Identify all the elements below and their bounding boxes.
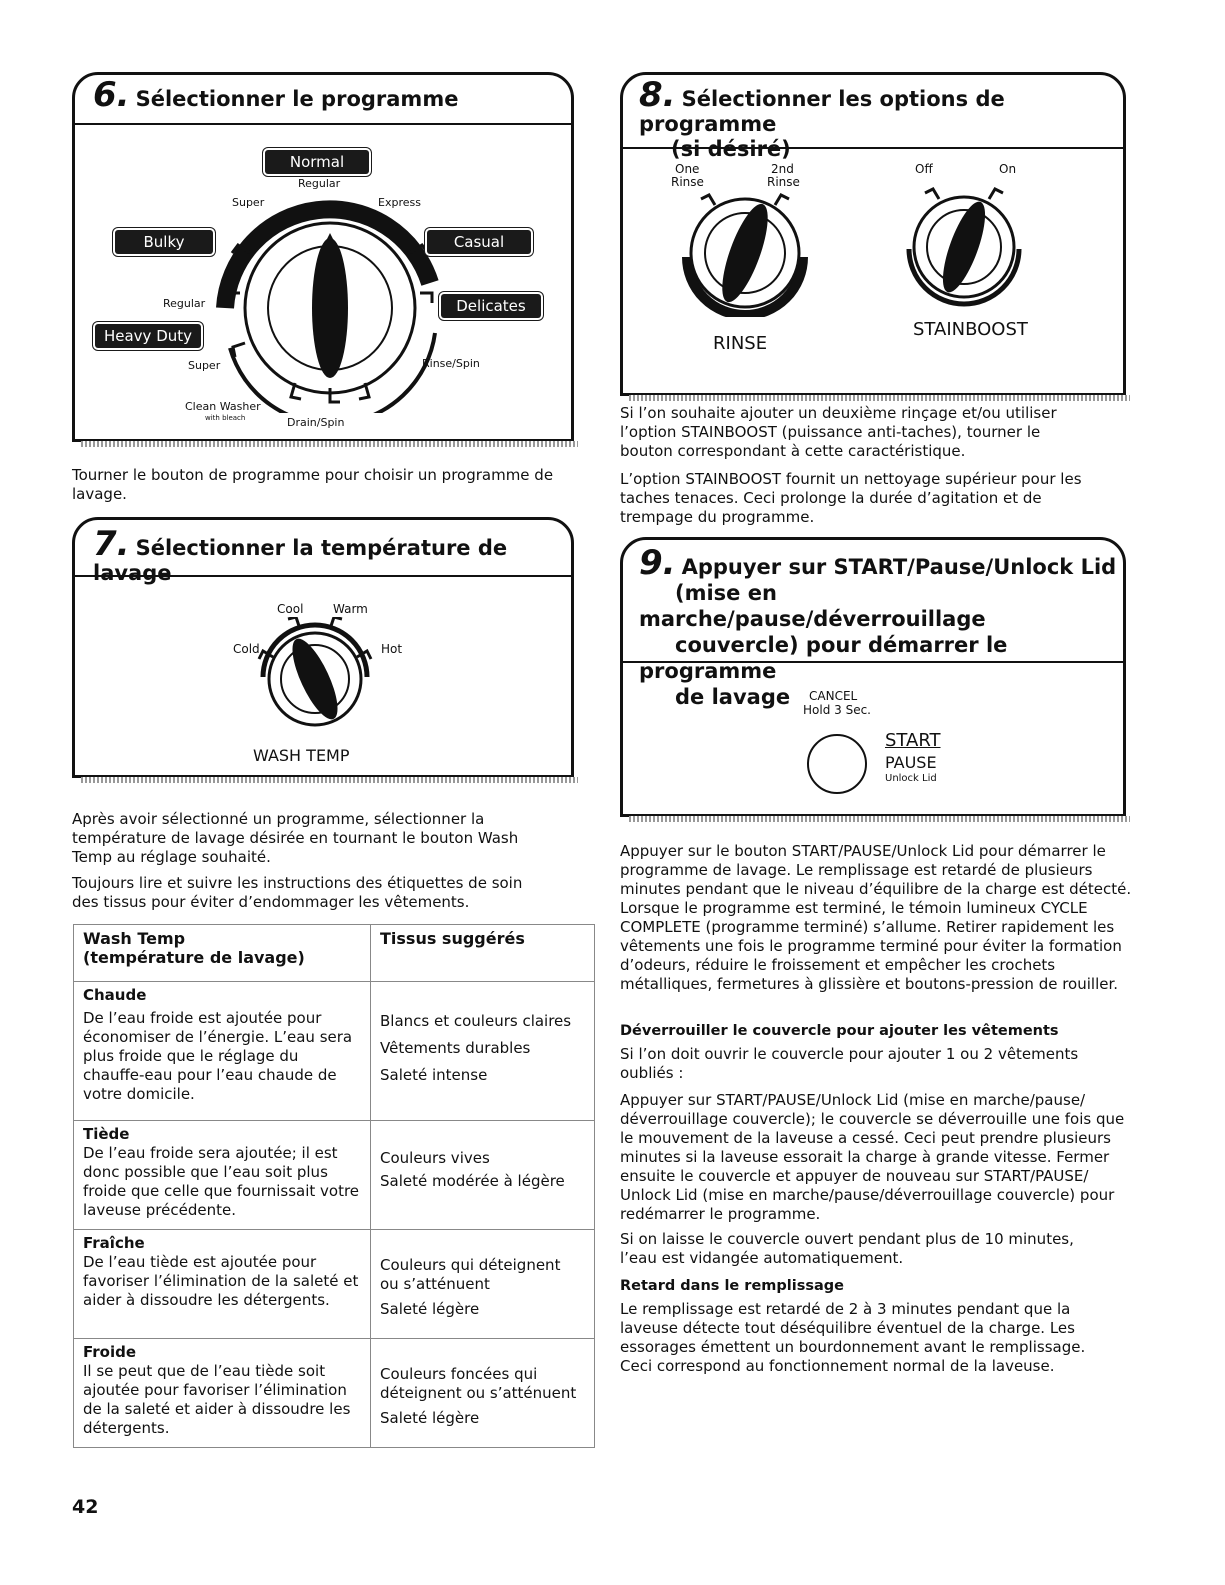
rinse-label-second-sub: Rinse [767,175,800,189]
dial-label-express: Express [378,196,421,209]
fill-delay-subheading: Retard dans le remplissage [620,1278,844,1294]
section-9-para-2: Si l’on doit ouvrir le couvercle pour ajouter 1 ou 2 vêtements oubliés : [620,1045,1079,1082]
cycle-dial-icon [205,183,455,413]
cycle-bulky-button[interactable]: Bulky [115,230,213,254]
section-9-para-3: Appuyer sur START/PAUSE/Unlock Lid (mise en marche/pause/ déverrouillage couvercle); le couvercle se déverrouille une fois que le mouvement de la laveuse a cessé. Ceci peut prendre plusieurs minutes si la laveuse essorait la charge à grande vitesse. Fermer ensuite le couvercle et appuyer de nouveau sur START/PAUSE/ Unlock Lid (mise en marche/pause/déverrouillage couvercle) pour redémarrer le programme. [620,1091,1125,1223]
section-8-box [620,72,1126,396]
table-header-left: Wash Temp (température de lavage) [74,925,371,982]
rinse-dial-name: RINSE [713,333,768,354]
section-7-title: 7. Sélectionner la température de lavage [93,524,508,585]
section-6-box [72,72,574,442]
rinse-label-one-sub: Rinse [671,175,704,189]
wash-temp-dial-name: WASH TEMP [253,746,350,765]
section-6-caption: Tourner le bouton de programme pour choisir un programme de lavage. [72,466,554,503]
table-header-right: Tissus suggérés [371,925,595,982]
pause-label: PAUSE [885,753,937,772]
section-9-title: 9. Appuyer sur START/Pause/Unlock Lid (mise en marche/pause/déverrouillage couvercle) pour démarrer le programme de lavage [639,543,1117,709]
start-label: START [885,730,941,751]
section-9-para-1: Appuyer sur le bouton START/PAUSE/Unlock Lid pour démarrer le programme de lavage. Le remplissage est retardé de plusieurs minutes pendant que le niveau d’équilibre de la charge est détecté. Lorsque le programme est terminé, le témoin lumineux CYCLE COMPLETE (programme terminé) s’allume. Retirer rapidement les vêtements une fois le programme terminé pour éviter la formation d’odeurs, réduire le froissement et empêcher les crochets métalliques, fermetures à glissière et boutons-pression de rouiller. [620,842,1132,993]
page-number: 42 [72,1496,99,1518]
rinse-label-one: One [675,162,700,176]
cycle-delicates-button[interactable]: Delicates [441,294,541,318]
dial-label-rinse-spin: Rinse/Spin [422,357,480,370]
section-6-title: 6. Sélectionner le programme [93,75,459,115]
stainboost-dial-name: STAINBOOST [913,319,1028,340]
table-header-row [74,925,595,982]
unlock-lid-subheading: Déverrouiller le couvercle pour ajouter les vêtements [620,1023,1059,1039]
section-8-title: 8. Sélectionner les options de programme (si désiré) [639,75,1005,161]
unlock-lid-label: Unlock Lid [885,773,937,784]
cycle-heavy-duty-button[interactable]: Heavy Duty [95,324,201,348]
section-9-para-5: Le remplissage est retardé de 2 à 3 minutes pendant que la laveuse détecte tout déséquilibre éventuel de la charge. Les essorages émettent un bourdonnement avant le remplissage. Ceci correspond au fonctionnement normal de la laveuse. [620,1300,1086,1375]
section-7-para-2: Toujours lire et suivre les instructions des étiquettes de soin des tissus pour éviter d’endommager les vêtements. [72,874,523,911]
table-row: Chaude De l’eau froide est ajoutée pour économiser de l’énergie. L’eau sera plus froide que le réglage du chauffe-eau pour l’eau chaude de votre domicile. Blancs et couleurs claires Vêtements durables Saleté intense [74,982,595,1121]
table-row: Tiède De l’eau froide sera ajoutée; il est donc possible que l’eau soit plus froide que celle que fournissait votre laveuse précédente. Couleurs vives Saleté modérée à légère [74,1121,595,1230]
cycle-casual-button[interactable]: Casual [427,230,531,254]
section-6-number: 6. [93,75,130,115]
section-8-para-1: Si l’on souhaite ajouter un deuxième rinçage et/ou utiliser l’option STAINBOOST (puissance anti-taches), tourner le bouton correspondant à cette caractéristique. [620,404,1057,460]
section-7-box [72,517,574,778]
dial-label-drain-spin: Drain/Spin [287,416,345,429]
table-row: Froide Il se peut que de l’eau tiède soit ajoutée pour favoriser l’élimination de la saleté et aider à dissoudre les détergents. Couleurs foncées qui déteignent ou s’atténuent Saleté légère [74,1339,595,1448]
wash-temp-dial-icon [255,617,375,737]
start-pause-button[interactable] [807,734,867,794]
section-8-number: 8. [639,75,676,115]
stainboost-label-on: On [999,162,1017,176]
temp-label-cold: Cold [233,642,260,656]
section-9-number: 9. [639,543,676,583]
hold-label: Hold 3 Sec. [803,703,871,717]
cycle-normal-button[interactable]: Normal [265,150,369,174]
stainboost-label-off: Off [915,162,933,176]
section-9-para-4: Si on laisse le couvercle ouvert pendant plus de 10 minutes, l’eau est vidangée automatiquement. [620,1230,1074,1267]
wash-temp-table [73,924,595,1448]
temp-label-warm: Warm [333,602,368,616]
stainboost-dial-icon[interactable] [899,179,1029,309]
dial-label-super-left: Super [188,359,221,372]
temp-label-hot: Hot [381,642,403,656]
rinse-label-second: 2nd [771,162,794,176]
dial-label-with-bleach: with bleach [205,414,246,422]
temp-label-cool: Cool [277,602,304,616]
section-9-box [620,537,1126,817]
dial-label-clean-washer: Clean Washer [185,400,261,413]
section-8-para-2: L’option STAINBOOST fournit un nettoyage supérieur pour les taches tenaces. Ceci prolonge la durée d’agitation et de trempage du programme. [620,470,1082,526]
dial-label-regular-left: Regular [163,297,206,310]
rinse-dial-icon[interactable] [675,187,815,317]
dial-label-regular-top: Regular [298,177,341,190]
section-7-number: 7. [93,524,130,564]
cancel-label: CANCEL [809,689,858,703]
table-row: Fraîche De l’eau tiède est ajoutée pour favoriser l’élimination de la saleté et aider à dissoudre les détergents. Couleurs qui déteignent ou s’atténuent Saleté légère [74,1230,595,1339]
section-7-para-1: Après avoir sélectionné un programme, sélectionner la température de lavage désirée en tournant le bouton Wash Temp au réglage souhaité. [72,810,519,866]
dial-label-super-top: Super [232,196,265,209]
